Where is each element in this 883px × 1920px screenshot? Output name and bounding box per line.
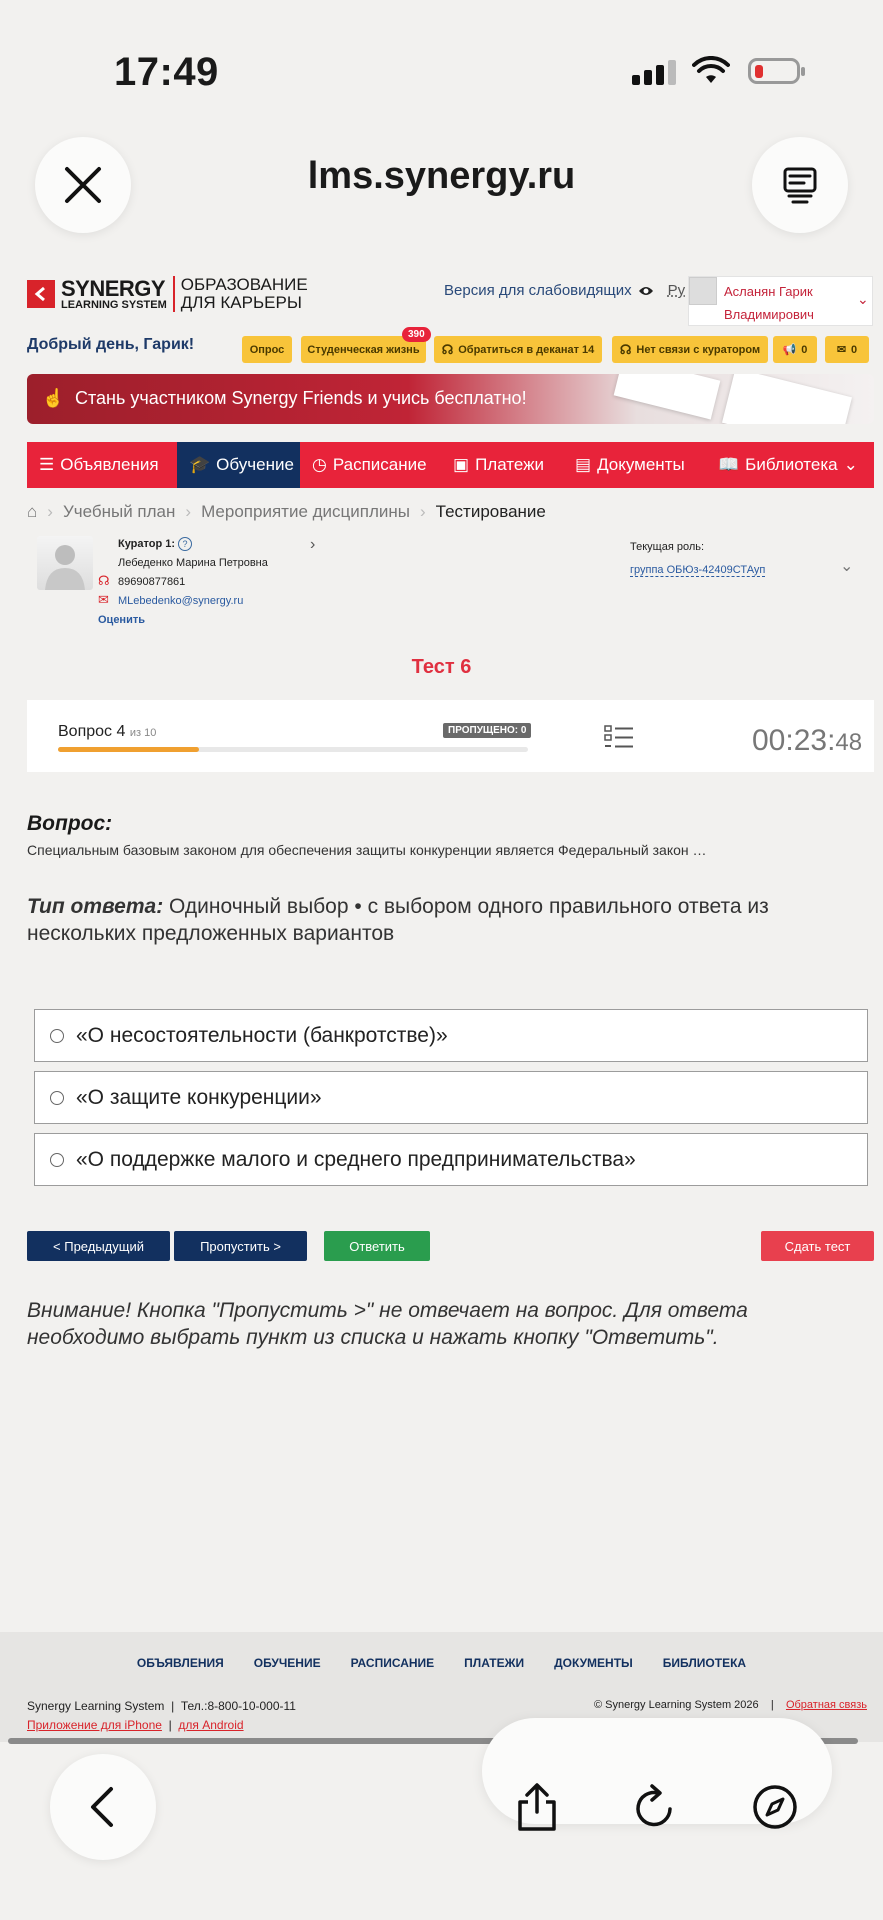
test-title: Тест 6 [411,656,472,678]
footer-link[interactable]: ДОКУМЕНТЫ [554,1656,633,1670]
wifi-icon [692,56,730,86]
accessibility-link[interactable]: Версия для слабовидящих Ру [444,282,700,299]
footer-apps: Приложение для iPhone | для Android [27,1718,244,1732]
breadcrumb: ⌂ › Учебный план › Мероприятие дисциплины › Тестирование [27,502,546,521]
footer-link[interactable]: ОБУЧЕНИЕ [253,1656,321,1670]
status-time: 17:49 [114,50,219,94]
footer-link[interactable]: ОБЪЯВЛЕНИЯ [136,1656,224,1670]
answer-type: Тип ответа: Одиночный выбор • с выбором одного правильного ответа из нескольких предложенных вариантов [27,895,769,945]
breadcrumb-item[interactable]: Учебный план [62,502,176,521]
user-patronymic: Владимирович [724,307,814,322]
curator-label: Куратор 1: [118,538,176,550]
messages-chip[interactable]: ✉ 0 [825,336,869,363]
compass-button[interactable] [752,1784,798,1835]
breadcrumb-item[interactable]: Мероприятие дисциплины [201,502,410,521]
promo-banner[interactable] [27,374,874,424]
curator-avatar [37,536,93,590]
document-icon: ▤ [575,455,592,474]
question-counter: Вопрос 4 из 10 [58,723,157,740]
url-label[interactable]: lms.synergy.ru [307,155,576,197]
announcements-chip[interactable]: 📢 0 [773,336,817,363]
curator-phone: 89690877861 [118,576,186,588]
chevron-down-icon: ⌄ [843,455,858,474]
android-app-link[interactable]: для Android [178,1718,244,1732]
role-label: Текущая роль: [630,541,705,553]
graduation-cap-icon: 🎓 [189,455,211,474]
reader-icon [780,165,820,205]
nav-announcements[interactable]: ☰ Объявления [39,455,159,474]
student-life-chip[interactable]: Студенческая жизнь [301,336,426,363]
feedback-link[interactable]: Обратная связь [785,1699,867,1711]
submit-test-button[interactable]: Сдать тест [761,1231,874,1261]
answer-option[interactable]: «О защите конкуренции» [34,1071,868,1124]
timer: 00:23:48 [752,724,863,757]
share-button[interactable] [514,1782,560,1837]
reload-icon [632,1783,678,1831]
answer-option[interactable]: «О несостоятельности (банкротстве)» [34,1009,868,1062]
question-heading: Вопрос: [27,812,113,835]
footer-link[interactable]: БИБЛИОТЕКА [662,1656,747,1670]
skip-button[interactable]: Пропустить > [174,1231,307,1261]
chevron-down-icon: ⌄ [857,291,869,307]
banner-card-decoration [614,374,721,420]
eye-icon [638,285,654,297]
iphone-app-link[interactable]: Приложение для iPhone [27,1718,162,1732]
radio-button[interactable] [50,1091,64,1105]
megaphone-icon: 📢 [782,344,797,356]
radio-button[interactable] [50,1029,64,1043]
curator-name: Лебеденко Марина Петровна [118,557,268,569]
back-button[interactable] [50,1754,156,1860]
chevron-down-icon[interactable]: ⌄ [840,558,854,575]
question-list-icon[interactable] [604,724,634,750]
headset-icon: ☊ [619,341,632,357]
nav-schedule[interactable]: ◷ Расписание [312,455,427,474]
user-menu[interactable] [688,276,873,326]
chevron-right-icon[interactable]: › [310,536,316,553]
main-nav [27,442,874,488]
previous-button[interactable]: < Предыдущий [27,1231,170,1261]
banner-card-decoration [722,374,852,424]
avatar [689,277,717,305]
progress-fill [58,747,199,752]
warning-text: Внимание! Кнопка "Пропустить >" не отвечает на вопрос. Для ответа необходимо выбрать пункт из списка и нажать кнопку "Ответить". [27,1299,748,1349]
reader-mode-button[interactable] [752,137,848,233]
share-icon [514,1782,560,1832]
greeting: Добрый день, Гарик! [27,336,195,353]
help-icon[interactable]: ? [178,537,192,551]
home-icon[interactable]: ⌂ [27,502,38,521]
envelope-icon: ✉ [98,592,109,607]
pointer-hand-icon: ☝ [42,388,65,408]
chevron-left-icon [85,1785,121,1829]
list-icon: ☰ [39,455,55,474]
reload-button[interactable] [632,1783,678,1836]
headset-icon: ☊ [98,573,110,588]
clock-icon: ◷ [312,455,327,474]
synergy-logo[interactable]: SYNERGY LEARNING SYSTEM ОБРАЗОВАНИЕ ДЛЯ КАРЬЕРЫ [27,276,308,312]
rate-link[interactable]: Оценить [98,614,145,626]
nav-payments[interactable]: ▣ Платежи [453,455,545,474]
wallet-icon: ▣ [453,455,470,474]
footer-link[interactable]: РАСПИСАНИЕ [350,1656,435,1670]
question-text: Специальным базовым законом для обеспечения защиты конкуренции является Федеральный закон … [27,842,707,858]
progress-bar [58,747,528,752]
nav-library[interactable]: 📖 Библиотека ⌄ [718,455,858,474]
cellular-signal-icon [632,60,676,85]
role-select[interactable]: группа ОБЮз-42409СТАуп [630,564,766,576]
radio-button[interactable] [50,1153,64,1167]
answer-option[interactable]: «О поддержке малого и среднего предпринимательства» [34,1133,868,1186]
book-icon: 📖 [718,455,740,474]
footer-nav [0,1656,883,1670]
battery-icon [748,58,800,84]
envelope-icon: ✉ [836,344,847,356]
deanery-chip[interactable]: ☊ Обратиться в деканат 14 [434,336,602,363]
nav-learning[interactable]: 🎓 Обучение [177,442,300,488]
compass-icon [752,1784,798,1830]
language-select[interactable]: Ру [667,282,686,299]
footer-link[interactable]: ПЛАТЕЖИ [464,1656,525,1670]
headset-icon: ☊ [441,341,454,357]
answer-button[interactable]: Ответить [324,1231,430,1261]
no-curator-chip[interactable]: ☊ Нет связи с куратором [612,336,768,363]
survey-chip[interactable]: Опрос [242,336,292,363]
footer-copyright: © Synergy Learning System 2026 | Обратная связь [594,1699,867,1711]
banner-text: Стань участником Synergy Friends и учись бесплатно! [75,388,527,408]
curator-email[interactable]: MLebedenko@synergy.ru [118,595,244,607]
footer-contacts: Synergy Learning System | Тел.:8-800-10-000-11 [27,1699,296,1713]
skipped-badge: ПРОПУЩЕНО: 0 [443,723,531,738]
notification-badge: 390 [402,327,431,342]
user-name: Асланян Гарик [724,284,813,299]
breadcrumb-current: Тестирование [435,502,546,521]
nav-documents[interactable]: ▤ Документы [575,455,685,474]
